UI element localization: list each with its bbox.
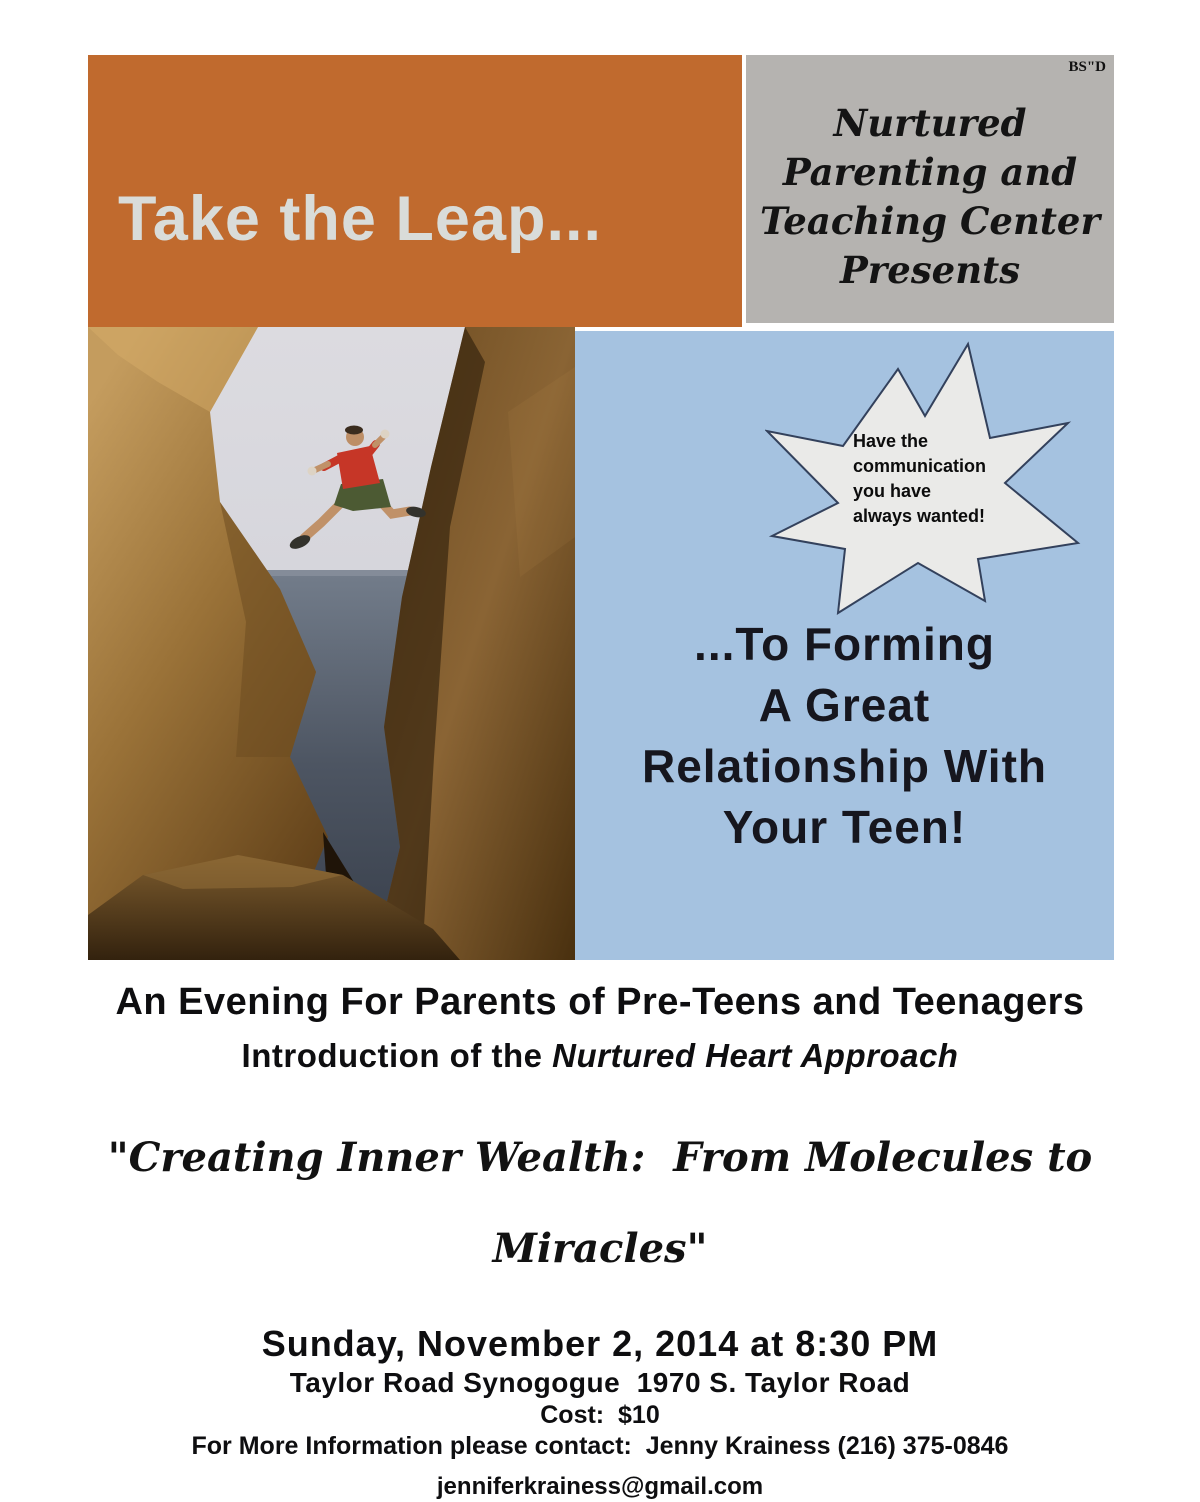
presenter-line: Parenting and (782, 150, 1078, 194)
cliff-jump-illustration (88, 327, 575, 960)
workshop-title-line: "Creating Inner Wealth: From Molecules to (107, 1134, 1093, 1181)
starburst-line: you have (853, 481, 932, 501)
headline-line: A Great (758, 679, 931, 731)
message-panel (575, 331, 1114, 960)
event-details (0, 978, 1200, 1502)
event-venue: Taylor Road Synogogue 1970 S. Taylor Road (289, 1367, 911, 1398)
subheading-prefix: Introduction of the (241, 1037, 553, 1074)
subheading-approach-name: Nurtured Heart Approach (552, 1037, 959, 1074)
workshop-title (0, 1094, 1200, 1312)
headline-line: ...To Forming (694, 618, 995, 670)
starburst-callout (765, 341, 1085, 641)
workshop-title-line: Miracles" (492, 1225, 708, 1272)
banner-title: Take the Leap... (118, 184, 602, 254)
headline (575, 614, 1114, 858)
presenter-line: Nurtured (833, 101, 1027, 145)
starburst-line: always wanted! (853, 506, 986, 526)
headline-line: Relationship With (641, 740, 1047, 792)
bsd-mark: BS"D (1068, 59, 1106, 75)
contact-info: For More Information please contact: Jenny Krainess (216) 375-0846 (191, 1432, 1009, 1460)
event-datetime: Sunday, November 2, 2014 at 8:30 PM (261, 1323, 939, 1364)
cliff-jump-photo (88, 327, 575, 960)
take-the-leap-banner (88, 55, 742, 327)
presenter-line: Teaching Center (760, 199, 1100, 243)
headline-line: Your Teen! (722, 801, 967, 853)
starburst-line: Have the (853, 431, 929, 451)
starburst-text (853, 429, 1023, 529)
contact-email: jenniferkrainess@gmail.com (436, 1473, 764, 1500)
event-cost: Cost: $10 (540, 1401, 660, 1429)
presenter-panel (746, 55, 1114, 323)
event-subheading (0, 1034, 1200, 1078)
hair (345, 426, 363, 435)
presenter-line: Presents (839, 248, 1021, 292)
starburst-line: communication (853, 456, 987, 476)
event-heading: An Evening For Parents of Pre-Teens and Teenagers (115, 981, 1085, 1023)
